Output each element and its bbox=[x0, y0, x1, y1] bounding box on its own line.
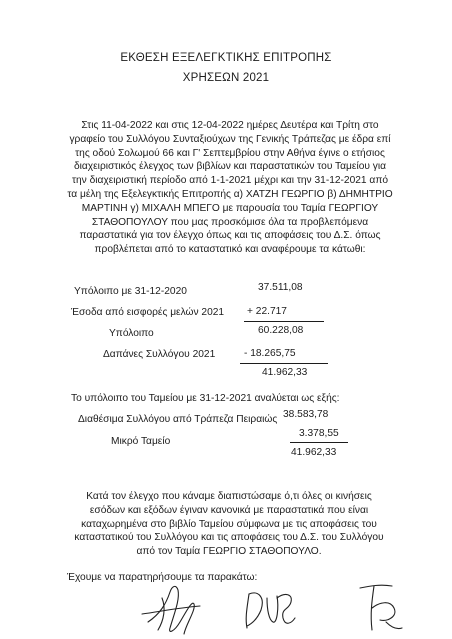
expenses-underline bbox=[240, 363, 328, 364]
signature-3 bbox=[350, 578, 410, 638]
balance-label-expenses: Δαπάνες Συλλόγου 2021 bbox=[103, 349, 216, 360]
analysis-value-petty-cash: 3.378,55 bbox=[299, 428, 339, 439]
paragraph-line: προβλέπεται από το καταστατικό και αναφέρουμε τα κάτωθι: bbox=[94, 244, 366, 256]
analysis-heading: Το υπόλοιπο του Ταμείου με 31-12-2021 αναλύεται ως εξής: bbox=[71, 393, 340, 404]
paragraph-line: Κατά τον έλεγχο που κάναμε διαπιστώσαμε ό,τι όλες οι κινήσεις bbox=[86, 491, 372, 502]
paragraph-line: Στις 11-04-2022 και στις 12-04-2022 ημέρες Δευτέρα και Τρίτη στο bbox=[81, 120, 379, 131]
report-subtitle: ΧΡΗΣΕΩΝ 2021 bbox=[182, 72, 270, 84]
analysis-value-bank: 38.583,78 bbox=[283, 409, 329, 420]
final-remarks-line: Έχουμε να παρατηρήσουμε τα παρακάτω: bbox=[67, 572, 258, 583]
paragraph-line: τα μέλη της Εξελεγκτικής Επιτροπής α) ΧΑΤΖΗ ΓΕΩΡΓΙΟ β) ΔΗΜΗΤΡΙΟ bbox=[67, 188, 393, 200]
paragraph-line: καταστατικού του Συλλόγου και τις αποφάσεις του Δ.Σ. του Συλλόγου bbox=[74, 532, 384, 544]
paragraph-line: ΣΤΑΘΟΠΟΥΛΟΥ που μας προσκόμισε όλα τα προβλεπόμενα bbox=[91, 216, 369, 228]
paragraph-line: διαχειριστικός έλεγχος των βιβλίων και παραστατικών του Ταμείου για bbox=[73, 161, 387, 173]
paragraph-line: καταχωρημένα στο βιβλίο Ταμείου σύμφωνα με τις αποφάσεις του bbox=[81, 518, 377, 530]
balance-label-subtotal: Υπόλοιπο bbox=[109, 328, 154, 339]
signature-2 bbox=[235, 578, 305, 633]
paragraph-line: ΜΑΡΤΙΝΗ γ) ΜΙΧΑΛΗ ΜΠΕΓΟ με παρουσία του Ταμία ΓΕΩΡΓΙΟΥ bbox=[81, 202, 379, 214]
income-underline bbox=[244, 321, 324, 322]
balance-value-2020: 37.511,08 bbox=[258, 282, 303, 293]
report-title: ΕΚΘΕΣΗ ΕΞΕΛΕΓΚΤΙΚΗΣ ΕΠΙΤΡΟΠΗΣ bbox=[120, 52, 332, 64]
balance-value-income: + 22.717 bbox=[247, 306, 287, 317]
balance-label-income: Έσοδα από εισφορές μελών 2021 bbox=[71, 307, 225, 318]
analysis-label-bank: Διαθέσιμα Συλλόγου από Τράπεζα Πειραιώς bbox=[78, 414, 278, 425]
paragraph-line: εσόδων και εξόδων έγιναν κανονικά με παραστατικά που είναι bbox=[89, 504, 369, 516]
paragraph-line: από τον Ταμία ΓΕΩΡΓΙΟ ΣΤΑΘΟΠΟΥΛΟ. bbox=[136, 546, 322, 558]
balance-total: 41.962,33 bbox=[262, 367, 308, 378]
balance-value-expenses: - 18.265,75 bbox=[244, 348, 296, 359]
balance-value-subtotal: 60.228,08 bbox=[258, 325, 304, 336]
paragraph-line: γραφείο του Συλλόγου Συνταξιούχων της Γενικής Τράπεζας με έδρα επί bbox=[69, 133, 391, 145]
signature-1 bbox=[140, 578, 210, 638]
analysis-total: 41.962,33 bbox=[291, 447, 337, 458]
paragraph-line: της οδού Σολωμού 66 και Γ' Σεπτεμβρίου στην Αθήνα έγινε ο ετήσιος bbox=[75, 147, 385, 159]
analysis-label-petty-cash: Μικρό Ταμείο bbox=[111, 436, 171, 447]
petty-cash-underline bbox=[290, 442, 348, 443]
balance-label-2020: Υπόλοιπο με 31-12-2020 bbox=[74, 286, 187, 297]
intro-paragraph bbox=[40, 119, 420, 257]
paragraph-line: παραστατικά για τον έλεγχο όπως και τις αποφάσεις του Δ.Σ. όπως bbox=[79, 230, 381, 242]
closing-paragraph bbox=[33, 490, 425, 559]
paragraph-line: την διαχειριστική περίοδο από 1-1-2021 μέχρι και την 31-12-2021 από bbox=[71, 175, 389, 187]
